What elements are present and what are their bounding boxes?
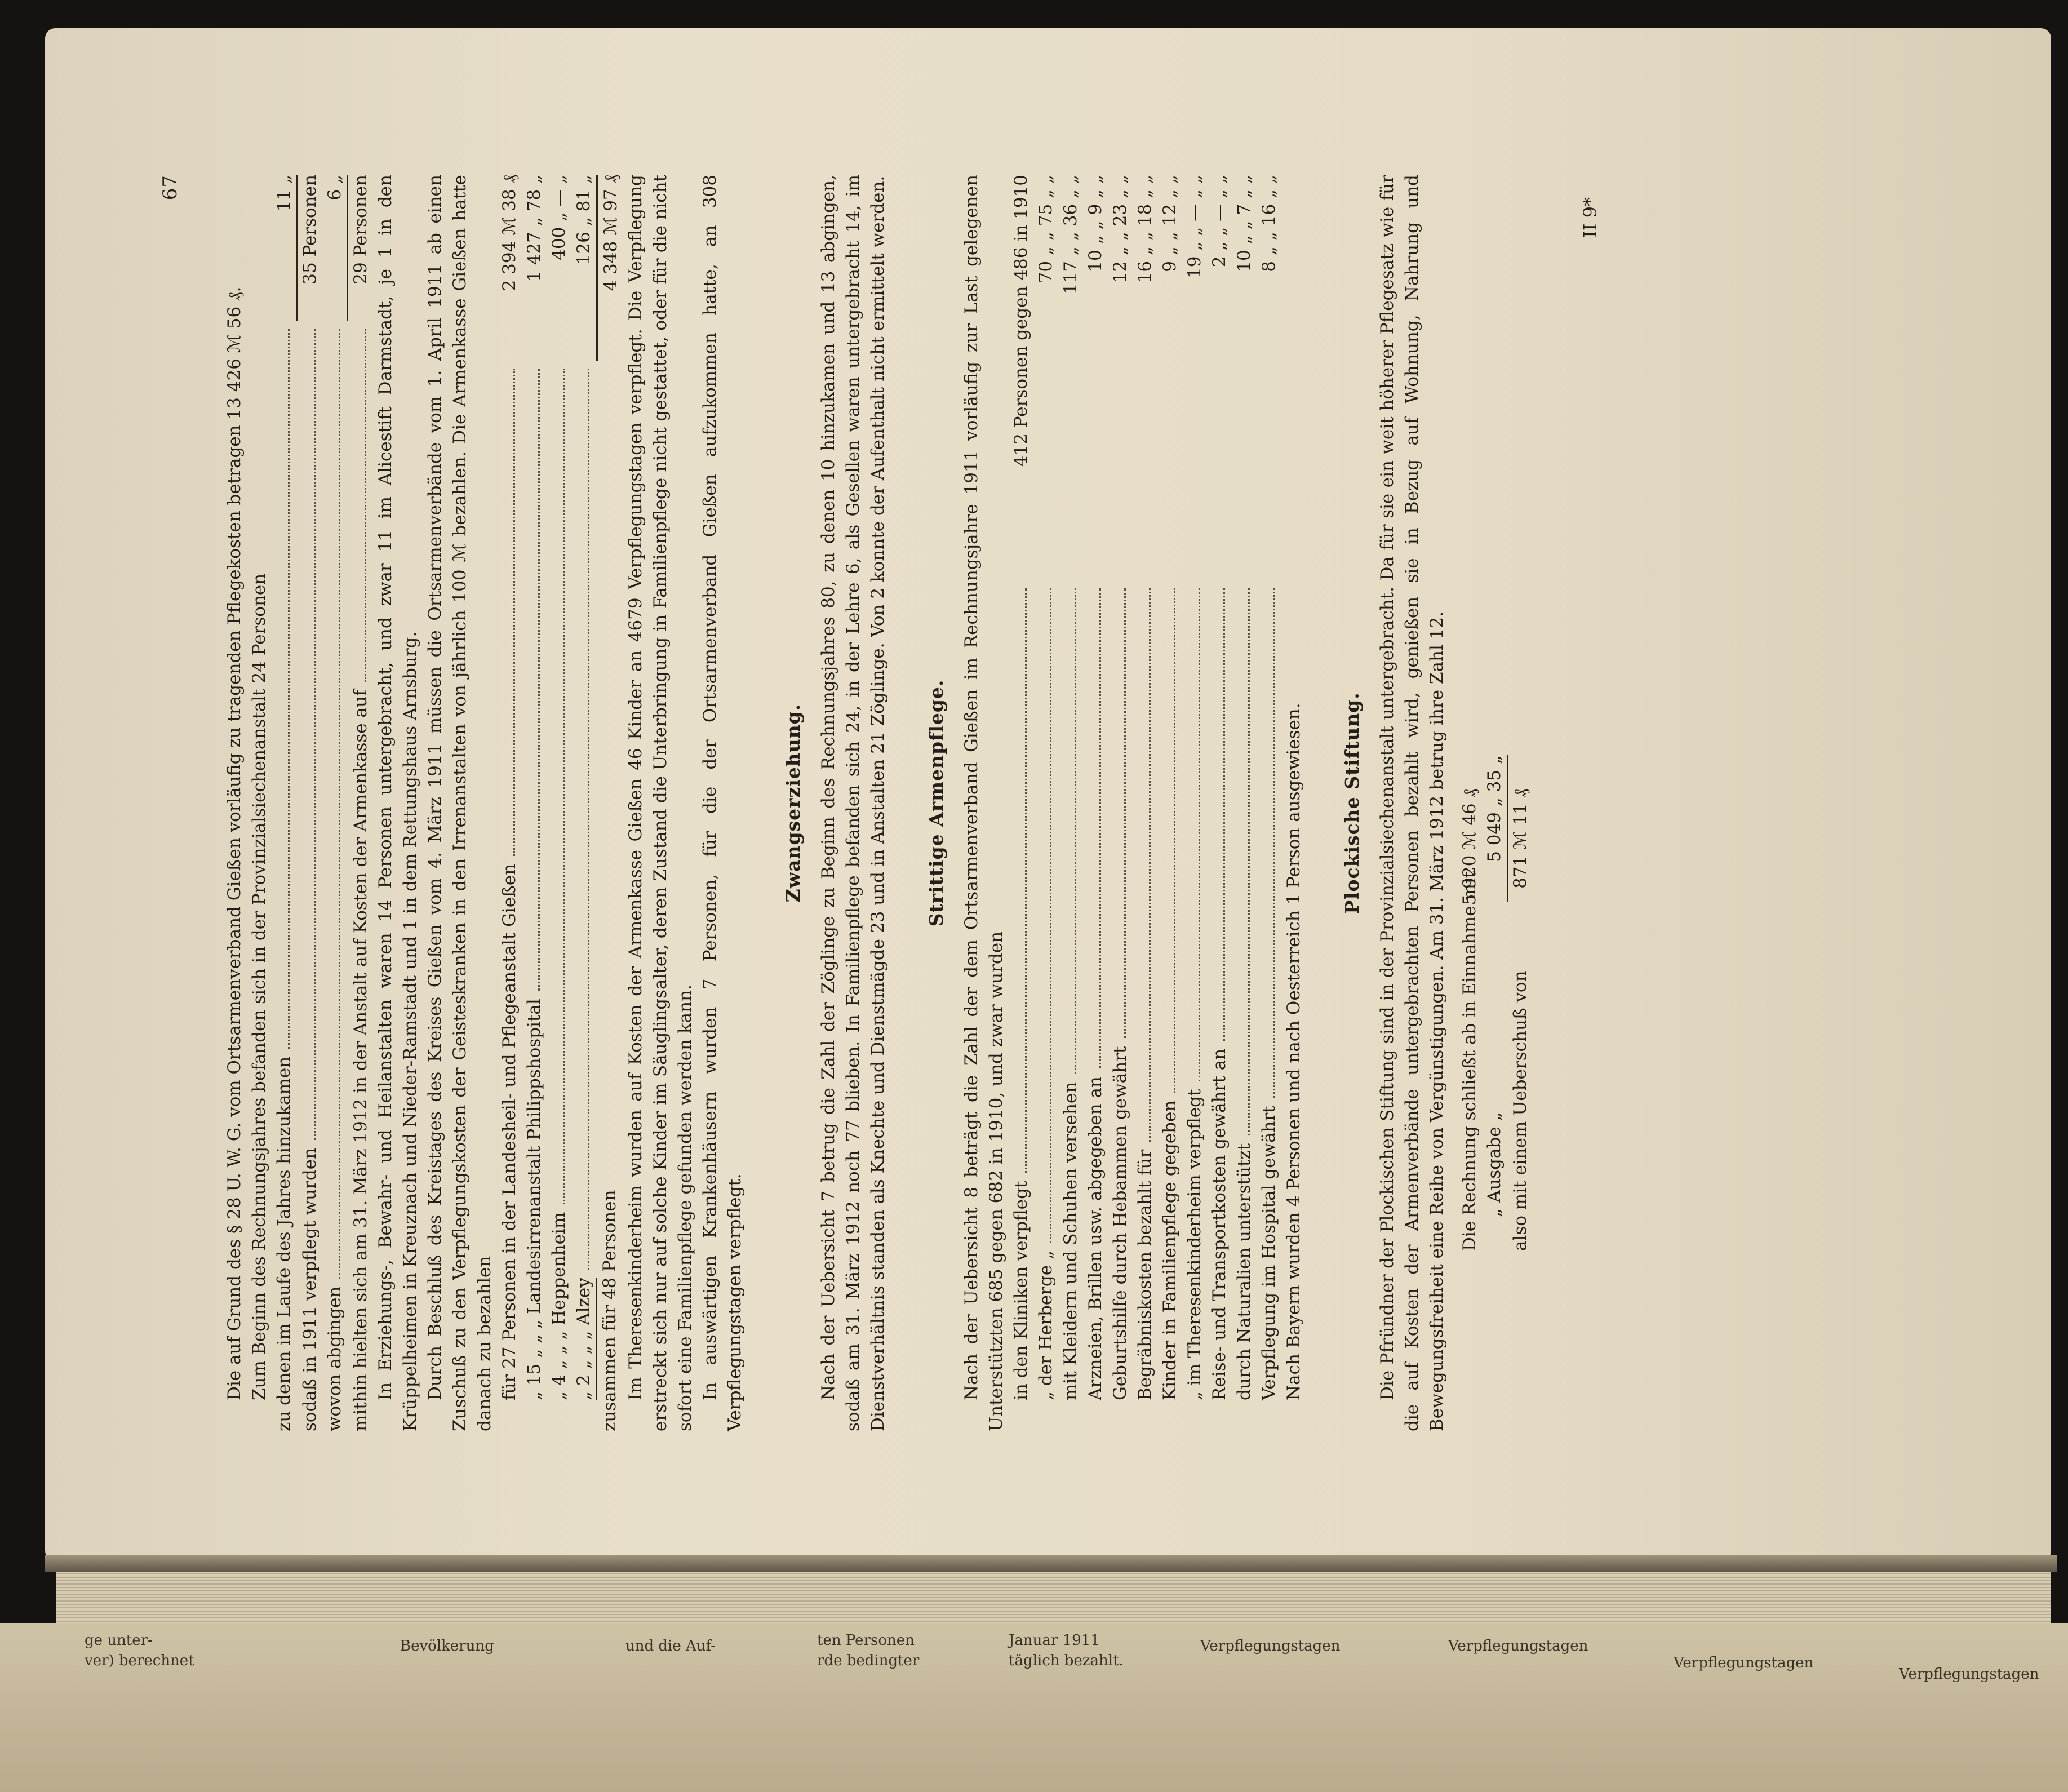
leader-dots <box>513 369 515 856</box>
leader-dots <box>538 369 540 991</box>
strittig-row-label: mit Kleidern und Schuhen versehen <box>1060 1081 1081 1400</box>
paragraph-pflegekosten: Die auf Grund des § 28 U. W. G. vom Ortsarmenverband Gießen vorläufig zu tragenden Pflegekosten betragen 13 426 ℳ 56 ₰. <box>224 286 245 1400</box>
leader-dots <box>339 329 340 1279</box>
strittig-row-value: 9 „ „ 12 „ „ <box>1160 175 1180 272</box>
tally-row-label: wovon abgingen <box>325 1286 345 1431</box>
strittig-row-label: in den Kliniken verpflegt <box>1011 1181 1031 1400</box>
irrenanstalt-label: „ 15 „ „ „ Landesirrenanstalt Philippshospital <box>524 999 544 1400</box>
leader-dots <box>563 369 565 1204</box>
finance-row <box>1508 175 1533 1431</box>
leader-dots <box>1025 588 1027 1173</box>
finance-row <box>1457 175 1482 1431</box>
strittig-row-label: „ der Herberge „ <box>1036 1250 1056 1400</box>
leader-dots <box>1075 588 1076 1074</box>
finance-label: also mit einem Ueberschuß von <box>1510 970 1530 1251</box>
paragraph-theresenkinderheim: Im Theresenkinderheim wurden auf Kosten der Armenkasse Gießen 46 Kinder an 4679 Verpflegungstagen verpflegt. Die Verpflegung erstreckt sich nur auf solche Kinder im Säuglingsalter, deren Zustand die Unterbringung in Familienpflege nicht gestattet, oder für die nicht sofort eine Familienpflege gefunden werden kann. <box>625 175 695 1431</box>
paragraph-krankenhaeuser: In auswärtigen Krankenhäusern wurden 7 Personen, für die der Ortsarmenverband Gießen aufzukommen hatte, an 308 Verpflegungstagen verpflegt. <box>700 175 745 1431</box>
page-number: 67 <box>159 175 181 201</box>
irrenanstalt-amount: 1 427 „ 78 „ <box>524 175 544 282</box>
finance-label: „ Ausgabe „ <box>1484 1112 1505 1217</box>
tally-row-value: 29 Personen <box>350 175 371 285</box>
strittig-row-value: 10 „ „ 7 „ „ <box>1234 175 1254 272</box>
strittig-row <box>1232 175 1257 1431</box>
leader-dots <box>288 329 290 1049</box>
tally-row-label: sodaß in 1911 verpflegt wurden <box>300 1147 320 1431</box>
tally-row-value: 11 „ <box>272 175 298 321</box>
strittig-row-label: Kinder in Familienpflege gegeben <box>1160 1100 1180 1400</box>
finance-value: 5 049 „ 35 „ <box>1482 755 1508 902</box>
facing-text-fragment: ge unter- <box>85 1632 153 1649</box>
tally-row <box>298 175 322 1431</box>
strittig-row-label: Verpflegung im Hospital gewährt <box>1259 1106 1279 1400</box>
paragraph-provinzialsiechenanstalt-intro: Zum Beginn des Rechnungsjahres befanden sich in der Provinzialsiechenanstalt 24 Personen <box>249 573 269 1400</box>
facing-text-fragment: Bevölkerung <box>400 1638 494 1655</box>
tally-row-value: 35 Personen <box>300 175 320 285</box>
signature-mark: II 9* <box>1579 197 1601 238</box>
strittig-row-value: 2 „ „ — „ „ <box>1209 175 1230 268</box>
finance-value: 871 ℳ 11 ₰ <box>1510 789 1530 889</box>
facing-text-fragment: Januar 1911 <box>1009 1632 1100 1649</box>
leader-dots <box>1050 588 1051 1243</box>
irrenanstalt-row <box>547 175 571 1431</box>
tally-row-value: 6 „ <box>322 175 348 321</box>
paragraph-zwangserziehung: Nach der Uebersicht 7 betrug die Zahl der Zöglinge zu Beginn des Rechnungsjahres 80, zu denen 10 hinzukamen und 13 abgingen, sodaß am 31. März 1912 noch 77 blieben. In Familienpflege befanden sich 24, in der Lehre 6, als Gesellen waren untergebracht 14, im Dienstverhältnis standen als Knechte und Dienstmägde 23 und in Anstalten 21 Zöglinge. Von 2 konnte der Aufenthalt nicht ermittelt werden. <box>818 175 888 1431</box>
paragraph-erziehungsanstalten: In Erziehungs-, Bewahr- und Heilanstalten waren 14 Personen untergebracht, und zwar 11 im Alicestift Darmstadt, je 1 in den Krüppelheimen in Kreuznach und Nieder-Ramstadt und 1 in dem Rettungshaus Arnsburg. <box>375 175 420 1431</box>
leader-dots <box>1223 588 1225 1041</box>
irrenanstalt-amount: 126 „ 81 „ <box>571 175 597 361</box>
strittig-row-label: Arzneien, Brillen usw. abgegeben an <box>1085 1076 1106 1400</box>
tally-row-label: zu denen im Laufe des Jahres hinzukamen <box>274 1056 294 1431</box>
leader-dots <box>1124 588 1126 1039</box>
irrenanstalt-row <box>571 175 597 1431</box>
strittig-row-value: 412 Personen gegen 486 in 1910 <box>1011 175 1031 467</box>
irrenanstalt-total-label: zusammen für 48 Personen <box>600 1190 620 1431</box>
irrenanstalt-label: „ 2 „ „ „ Alzey <box>571 1278 597 1400</box>
leader-dots <box>314 329 316 1140</box>
facing-text-fragment: ver) berechnet <box>85 1652 194 1669</box>
strittig-row <box>1083 175 1108 1431</box>
strittig-row-value: 19 „ „ — „ „ <box>1184 175 1205 278</box>
finance-row <box>1482 175 1508 1431</box>
facing-text-fragment: täglich bezahlt. <box>1009 1652 1124 1669</box>
irrenanstalt-total-amount: 4 348 ℳ 97 ₰ <box>597 175 623 361</box>
strittig-row <box>1058 175 1083 1431</box>
facing-text-fragment: Verpflegungstagen <box>1674 1655 1814 1671</box>
page-text-block <box>158 175 1603 1431</box>
leader-dots <box>1273 588 1275 1098</box>
strittig-row-label: „ im Theresenkinderheim verpflegt <box>1184 1089 1205 1400</box>
strittig-row <box>1182 175 1207 1431</box>
heading-zwangserziehung: Zwangserziehung. <box>782 703 804 903</box>
facing-text-fragment: Verpflegungstagen <box>1899 1666 2039 1683</box>
irrenanstalt-label: für 27 Personen in der Landesheil- und Pflegeanstalt Gießen <box>499 863 520 1400</box>
strittig-row <box>1033 175 1058 1431</box>
strittig-row-value: 8 „ „ 16 „ „ <box>1259 175 1279 272</box>
leader-dots <box>1199 588 1200 1081</box>
strittig-table <box>1009 175 1281 1431</box>
strittig-row-value: 16 „ „ 18 „ „ <box>1135 175 1155 283</box>
strittig-row-label: durch Naturalien unterstützt <box>1234 1143 1254 1400</box>
leader-dots <box>1149 588 1151 1142</box>
strittig-row-value: 70 „ „ 75 „ „ <box>1036 175 1056 283</box>
strittig-row <box>1133 175 1157 1431</box>
heading-plockische-stiftung: Plockische Stiftung. <box>1341 692 1363 914</box>
page-content-rotated <box>45 28 2051 1561</box>
strittig-row <box>1009 175 1033 1431</box>
facing-page-text <box>85 1631 2039 1705</box>
facing-text-fragment: Verpflegungstagen <box>1200 1638 1341 1655</box>
irrenanstalt-row <box>522 175 547 1431</box>
facing-text-fragment: und die Auf- <box>625 1638 716 1655</box>
strittig-row <box>1257 175 1281 1431</box>
facing-text-fragment: Verpflegungstagen <box>1448 1638 1588 1655</box>
strittig-row-value: 12 „ „ 23 „ „ <box>1110 175 1130 283</box>
irrenanstalt-amount: 2 394 ℳ 38 ₰ <box>499 175 520 291</box>
leader-dots <box>1099 588 1101 1068</box>
tally-row <box>348 175 373 1431</box>
irrenanstalt-row <box>497 175 522 1431</box>
strittig-row <box>1207 175 1232 1431</box>
strittig-row-value: 10 „ „ 9 „ „ <box>1085 175 1106 272</box>
tally-row <box>322 175 348 1431</box>
leader-dots <box>365 329 366 682</box>
irrenanstalt-total-row <box>597 175 623 1431</box>
strittig-row <box>1108 175 1133 1431</box>
leader-dots <box>588 369 589 1270</box>
irrenanstalt-amount: 400 „ — „ <box>549 175 569 260</box>
leader-dots <box>1174 588 1175 1093</box>
leader-dots <box>1248 588 1250 1135</box>
paragraph-strittige-armenpflege: Nach der Uebersicht 8 beträgt die Zahl der dem Ortsarmenverband Gießen im Rechnungsjahre 1911 vorläufig zur Last gelegenen Unterstützten 685 gegen 682 in 1910, und zwar wurden <box>961 175 1006 1431</box>
strittig-row <box>1157 175 1182 1431</box>
paragraph-geisteskranke: Durch Beschluß des Kreistages des Kreises Gießen vom 4. März 1911 müssen die Ortsarmenverbände vom 1. April 1911 ab einen Zuschuß zu den Verpflegungskosten der Geisteskranken in den Irrenanstalten von jährlich 100 ℳ bezahlen. Die Armenkasse Gießen hatte danach zu bezahlen <box>425 175 495 1431</box>
strittig-row-label: Reise- und Transportkosten gewährt an <box>1209 1048 1230 1400</box>
tally-row-label: mithin hielten sich am 31. März 1912 in der Anstalt auf Kosten der Armenkasse auf <box>350 689 371 1431</box>
facing-text-fragment: ten Personen <box>817 1632 915 1649</box>
strittig-row-value: 117 „ „ 36 „ „ <box>1060 175 1081 295</box>
heading-strittige-armenpflege: Strittige Armenpflege. <box>925 679 947 927</box>
paragraph-ausweisung: Nach Bayern wurden 4 Personen und nach Oesterreich 1 Person ausgewiesen. <box>1284 703 1304 1400</box>
finance-value: 5 920 ℳ 46 ₰ <box>1459 789 1480 906</box>
tally-row <box>272 175 298 1431</box>
irrenanstalt-label: „ 4 „ „ „ Heppenheim <box>549 1212 569 1400</box>
strittig-row-label: Geburtshilfe durch Hebammen gewährt <box>1110 1046 1130 1400</box>
paragraph-plockische-stiftung: Die Pfründner der Plockischen Stiftung sind in der Provinzialsiechenanstalt untergebracht. Da für sie ein weit höherer Pflegesatz wie für die auf Kosten der Armenverbände untergebrachten Personen bezahlt wird, genießen sie in Bezug auf Wohnung, Nahrung und Bewegungsfreiheit eine Reihe von Vergünstigungen. Am 31. März 1912 betrug ihre Zahl 12. <box>1377 175 1447 1431</box>
facing-text-fragment: rde bedingter <box>817 1652 920 1669</box>
strittig-row-label: Begräbniskosten bezahlt für <box>1135 1149 1155 1400</box>
finance-label: Die Rechnung schließt ab in Einnahme mit <box>1459 871 1480 1251</box>
